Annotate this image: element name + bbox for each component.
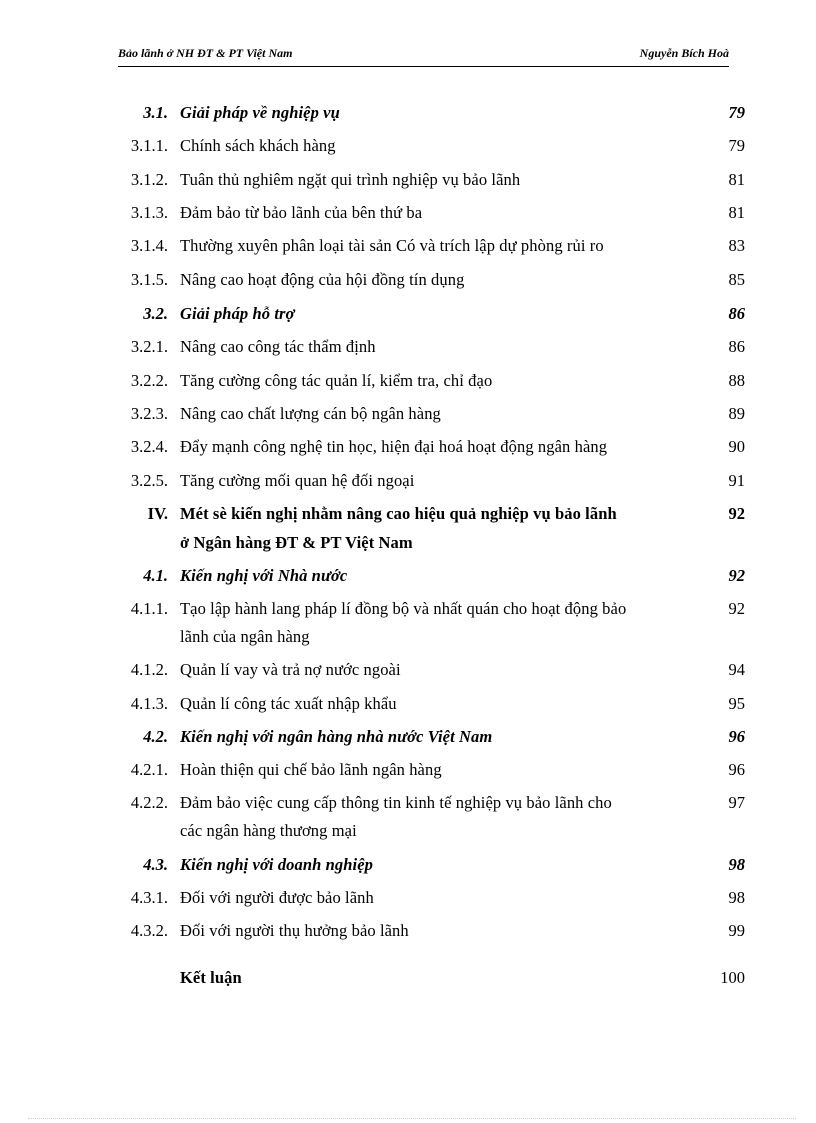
toc-title: Đẩy mạnh công nghệ tin học, hiện đại hoá hoạt động ngân hàng [180, 437, 608, 456]
header-author: Nguyễn Bích Hoà [639, 46, 729, 60]
toc-number: 4.1.2. [130, 660, 168, 679]
toc-page: 79 [728, 103, 745, 122]
toc-number: 3.2.5. [130, 471, 168, 490]
toc-number: 3.2.4. [130, 437, 168, 456]
toc-number: 3.1.5. [130, 270, 168, 289]
toc-number: 4.3. [143, 855, 168, 874]
toc-title-continuation: các ngân hàng thương mại [180, 821, 357, 840]
toc-page: 88 [728, 371, 745, 390]
toc-title: Kiến nghị với doanh nghiệp [180, 855, 374, 874]
toc-number: 3.2.1. [130, 337, 168, 356]
toc-number: 4.3.2. [130, 921, 168, 940]
toc-title: Tạo lập hành lang pháp lí đồng bộ và nhất quán cho hoạt động bảo [180, 599, 627, 618]
toc-page: 92 [728, 566, 745, 585]
toc-title: Tuân thủ nghiêm ngặt qui trình nghiệp vụ bảo lãnh [180, 170, 521, 189]
toc-number: 4.3.1. [130, 888, 168, 907]
toc-title: Giải pháp về nghiệp vụ [180, 103, 340, 122]
toc-page: 98 [728, 855, 745, 874]
toc-page: 94 [728, 660, 745, 679]
toc-title: Hoàn thiện qui chế bảo lãnh ngân hàng [180, 760, 442, 779]
toc-title: Nâng cao chất lượng cán bộ ngân hàng [180, 404, 441, 423]
toc-title: Mét sè kiến nghị nhằm nâng cao hiệu quả nghiệp vụ bảo lãnh [180, 504, 617, 523]
toc-page: 99 [728, 921, 745, 940]
running-header [118, 44, 729, 67]
toc-title: Đối với người được bảo lãnh [180, 888, 374, 907]
footer-divider [28, 1118, 796, 1119]
toc-title: Đảm bảo từ bảo lãnh của bên thứ ba [180, 203, 423, 222]
toc-page: 81 [728, 170, 745, 189]
toc-title: Chính sách khách hàng [180, 136, 336, 155]
toc-title: Đảm bảo việc cung cấp thông tin kinh tế nghiệp vụ bảo lãnh cho [180, 793, 612, 812]
toc-page: 83 [728, 236, 745, 255]
toc-title: Tăng cường mối quan hệ đối ngoại [180, 471, 415, 490]
toc-number: 3.1. [143, 103, 168, 122]
toc-title: Nâng cao công tác thẩm định [180, 337, 376, 356]
toc-number: 3.2.3. [130, 404, 168, 423]
toc-page: 96 [728, 760, 745, 779]
toc-page: 81 [728, 203, 745, 222]
toc-title: Kiến nghị với ngân hàng nhà nước Việt Nam [180, 727, 493, 746]
toc-page: 86 [728, 337, 745, 356]
toc-page: 95 [728, 694, 745, 713]
toc-page: 79 [728, 136, 745, 155]
toc-number: IV. [147, 504, 168, 523]
toc-title: Nâng cao hoạt động của hội đồng tín dụng [180, 270, 465, 289]
toc-title-continuation: lãnh của ngân hàng [180, 627, 310, 646]
toc-page: 91 [728, 471, 745, 490]
toc-page: 90 [728, 437, 745, 456]
header-title: Bảo lãnh ở NH ĐT & PT Việt Nam [118, 46, 293, 60]
toc-title-continuation: ở Ngân hàng ĐT & PT Việt Nam [180, 533, 413, 552]
toc-page: 100 [720, 968, 745, 987]
toc-number: 3.1.2. [130, 170, 168, 189]
toc-title: Kiến nghị với Nhà nước [180, 566, 348, 585]
toc-page: 97 [728, 793, 745, 812]
toc-title: Giải pháp hỗ trợ [180, 304, 295, 323]
toc-page: 85 [728, 270, 745, 289]
toc-page: 92 [728, 504, 745, 523]
toc-number: 4.1.1. [130, 599, 168, 618]
toc-page: 92 [728, 599, 745, 618]
toc-number: 3.2. [143, 304, 168, 323]
toc-page: 98 [728, 888, 745, 907]
toc-number: 3.1.1. [130, 136, 168, 155]
toc-page: 96 [728, 727, 745, 746]
toc-number: 4.1.3. [130, 694, 168, 713]
toc-number: 3.1.3. [130, 203, 168, 222]
toc-title: Quản lí vay và trả nợ nước ngoài [180, 660, 401, 679]
toc-title: Đối với người thụ hưởng bảo lãnh [180, 921, 409, 940]
toc-number: 3.2.2. [130, 371, 168, 390]
toc-number: 4.1. [143, 566, 168, 585]
toc-title: Quản lí công tác xuất nhập khẩu [180, 694, 397, 713]
toc-number: 3.1.4. [130, 236, 168, 255]
toc-page: 89 [728, 404, 745, 423]
toc-number: 4.2.2. [130, 793, 168, 812]
toc-number: 4.2. [143, 727, 168, 746]
toc-title: Thường xuyên phân loại tài sản Có và trích lập dự phòng rủi ro [180, 236, 604, 255]
toc-title: Tăng cường công tác quản lí, kiểm tra, chỉ đạo [180, 371, 493, 390]
toc-page: 86 [728, 304, 745, 323]
toc-title: Kết luận [180, 968, 242, 987]
toc-number: 4.2.1. [130, 760, 168, 779]
